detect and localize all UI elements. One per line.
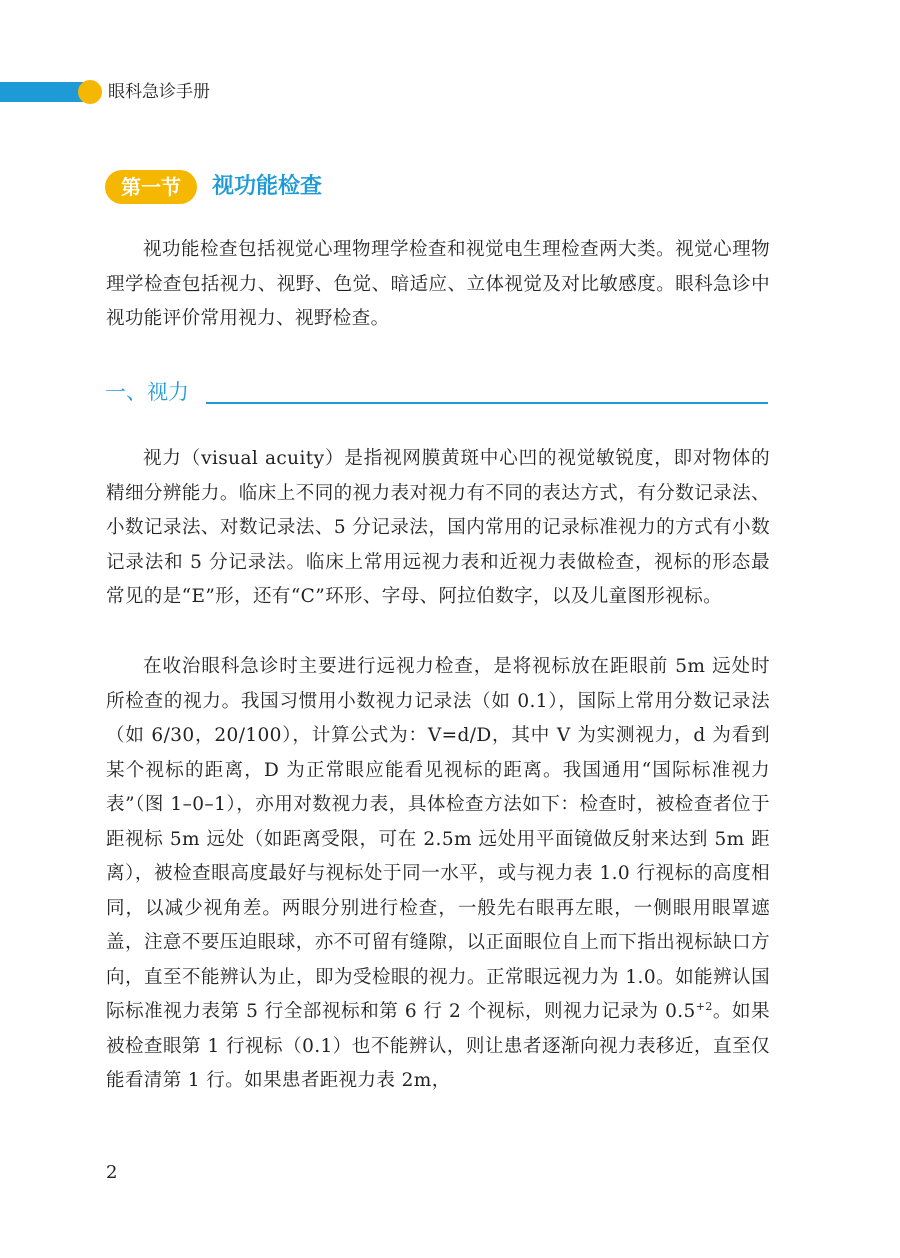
header-accent-dot	[78, 80, 102, 104]
paragraph-text: 在收治眼科急诊时主要进行远视力检查，是将视标放在距眼前 5m 远处时所检查的视力。我国习惯用小数视力记录法（如 0.1），国际上常用分数记录法（如 6/30，20/100），计算公式为：V=d/D，其中 V 为实测视力，d 为看到某个视标的距离，D 为正常眼应能看见视标的距离。我国通用“国际标准视力表”（图 1–0–1），亦用对数视力表，具体检查方法如下：检查时，被检查者位于距视标 5m 远处（如距离受限，可在 2.5m 远处用平面镜做反射来达到 5m 距离），被检查眼高度最好与视标处于同一水平，或与视力表 1.0 行视标的高度相同，以减少视角差。两眼分别进行检查，一般先右眼再左眼，一侧眼用眼罩遮盖，注意不要压迫眼球，亦不可留有缝隙，以正面眼位自上而下指出视标缺口方向，直至不能辨认为止，即为受检眼的视力。正常眼远视力为 1.0。如能辨认国际标准视力表第 5 行全部视标和第 6 行 2 个视标，则视力记录为 0.5	[106, 656, 770, 1022]
page-number: 2	[106, 1162, 118, 1183]
paragraph-text: 。如果被检查眼第 1 行视标（0.1）也不能辨认，则让患者逐渐向视力表移近，直至仅能看清第 1 行。如果患者距视力表 2m，	[106, 1001, 770, 1091]
body-paragraph: 视力（visual acuity）是指视网膜黄斑中心凹的视觉敏锐度，即对物体的精细分辨能力。临床上不同的视力表对视力有不同的表达方式，有分数记录法、小数记录法、对数记录法、5 分记录法，国内常用的记录标准视力的方式有小数记录法和 5 分记录法。临床上常用远视力表和近视力表做检查，视标的形态最常见的是“E”形，还有“C”环形、字母、阿拉伯数字，以及儿童图形视标。	[106, 448, 770, 607]
section-number-badge: 第一节	[105, 170, 197, 204]
intro-paragraph: 视功能检查包括视觉心理物理学检查和视觉电生理检查两大类。视觉心理物理学检查包括视力、视野、色觉、暗适应、立体视觉及对比敏感度。眼科急诊中视功能评价常用视力、视野检查。	[106, 239, 770, 329]
body-paragraph	[106, 650, 770, 1099]
subsection-rule	[206, 402, 768, 404]
superscript: +2	[695, 999, 713, 1013]
subsection-heading: 一、视力	[105, 380, 189, 404]
running-header-title: 眼科急诊手册	[108, 82, 210, 102]
header-accent-bar	[0, 82, 90, 102]
section-title: 视功能检查	[212, 174, 323, 199]
